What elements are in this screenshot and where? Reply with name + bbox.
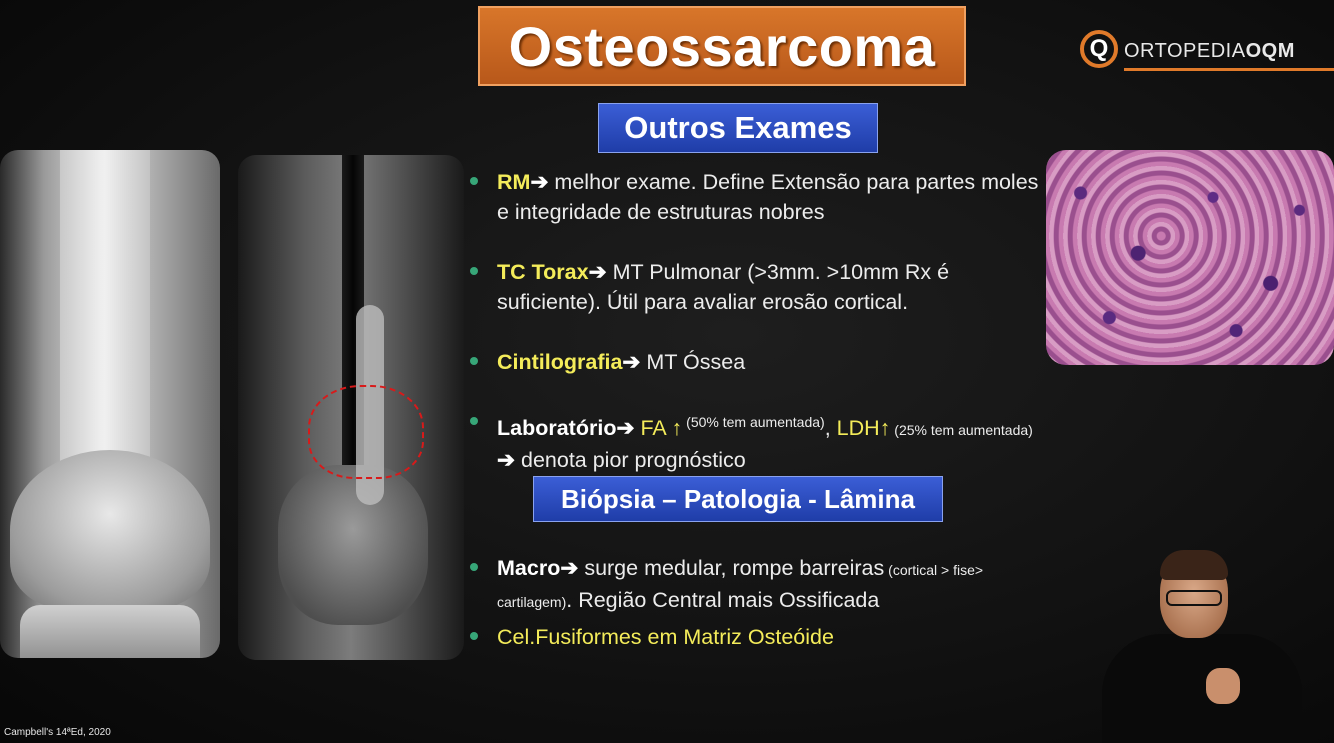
arrow-icon: ➔ [588,260,607,284]
section-header-biopsia: Biópsia – Patologia - Lâmina [533,476,943,522]
bullet-dot [470,267,478,275]
bullet-dot [470,177,478,185]
bullet-key-tc: TC Torax [497,260,589,284]
bullet-dot [470,563,478,571]
bullet-key-cinti: Cintilografia [497,350,623,374]
bullet-text-macro-2: . Região Central mais Ossificada [566,588,880,612]
bullet-list [470,0,1040,743]
presenter-hair [1160,550,1228,580]
logo-text [1124,40,1295,63]
logo-text-light: ORTOPEDIA [1124,40,1246,62]
ldh-note: (25% tem aumentada) [890,422,1033,438]
logo-text-bold: OQM [1245,40,1295,62]
ldh-marker: LDH↑ [836,416,891,440]
arrow-icon: ➔ [616,416,635,440]
bullet-key-rm: RM [497,170,531,194]
bullet-key-lab: Laboratório [497,416,617,440]
bullet-text-rm: melhor exame. Define Extensão para partes moles e integridade de estruturas nobres [497,170,1039,224]
bullet-dot [470,632,478,640]
ortopedia-oqm-logo [1078,30,1334,74]
presenter-body [1102,634,1302,743]
knee-region [278,465,428,625]
presenter-glasses [1166,590,1222,606]
logo-q-icon: Q [1080,30,1118,68]
bullet-dot [470,357,478,365]
lab-comma: , [824,416,837,440]
logo-underline [1124,68,1334,71]
bullet-text-macro: surge medular, rompe barreiras [578,556,885,580]
femur-condyle [10,450,210,610]
fa-marker: FA ↑ [634,416,683,440]
section-header-outros-exames: Outros Exames [598,103,878,153]
macro-note: (cortical > fise> cartilagem) [497,562,984,610]
source-caption: Campbell's 14ªEd, 2020 [4,727,111,738]
lesion-outline [308,385,424,479]
bullet-text-tc: MT Pulmonar (>3mm. >10mm Rx é suficiente). Útil para avaliar erosão cortical. [497,260,950,314]
presenter-video [1080,548,1334,743]
arrow-icon: ➔ [530,170,549,194]
arrow-icon: ➔ [622,350,641,374]
bullet-key-macro: Macro [497,556,561,580]
tibia-plateau [20,605,200,658]
slide-title: Osteossarcoma [508,14,936,78]
bullet-text-cel: Cel.Fusiformes em Matriz Osteóide [497,625,834,649]
bullet-text-lab: denota pior prognóstico [515,448,746,472]
femur-shaft [60,150,150,480]
bullet-text-cinti: MT Óssea [640,350,746,374]
arrow-icon: ➔ [497,448,516,472]
arrow-icon: ➔ [560,556,579,580]
bullet-dot [470,417,478,425]
presenter-hand [1206,668,1240,704]
xray-femur-image [0,150,220,658]
fa-note: (50% tem aumentada) [682,414,825,430]
mri-femur-image [238,155,464,660]
histology-slide-image [1046,150,1334,365]
